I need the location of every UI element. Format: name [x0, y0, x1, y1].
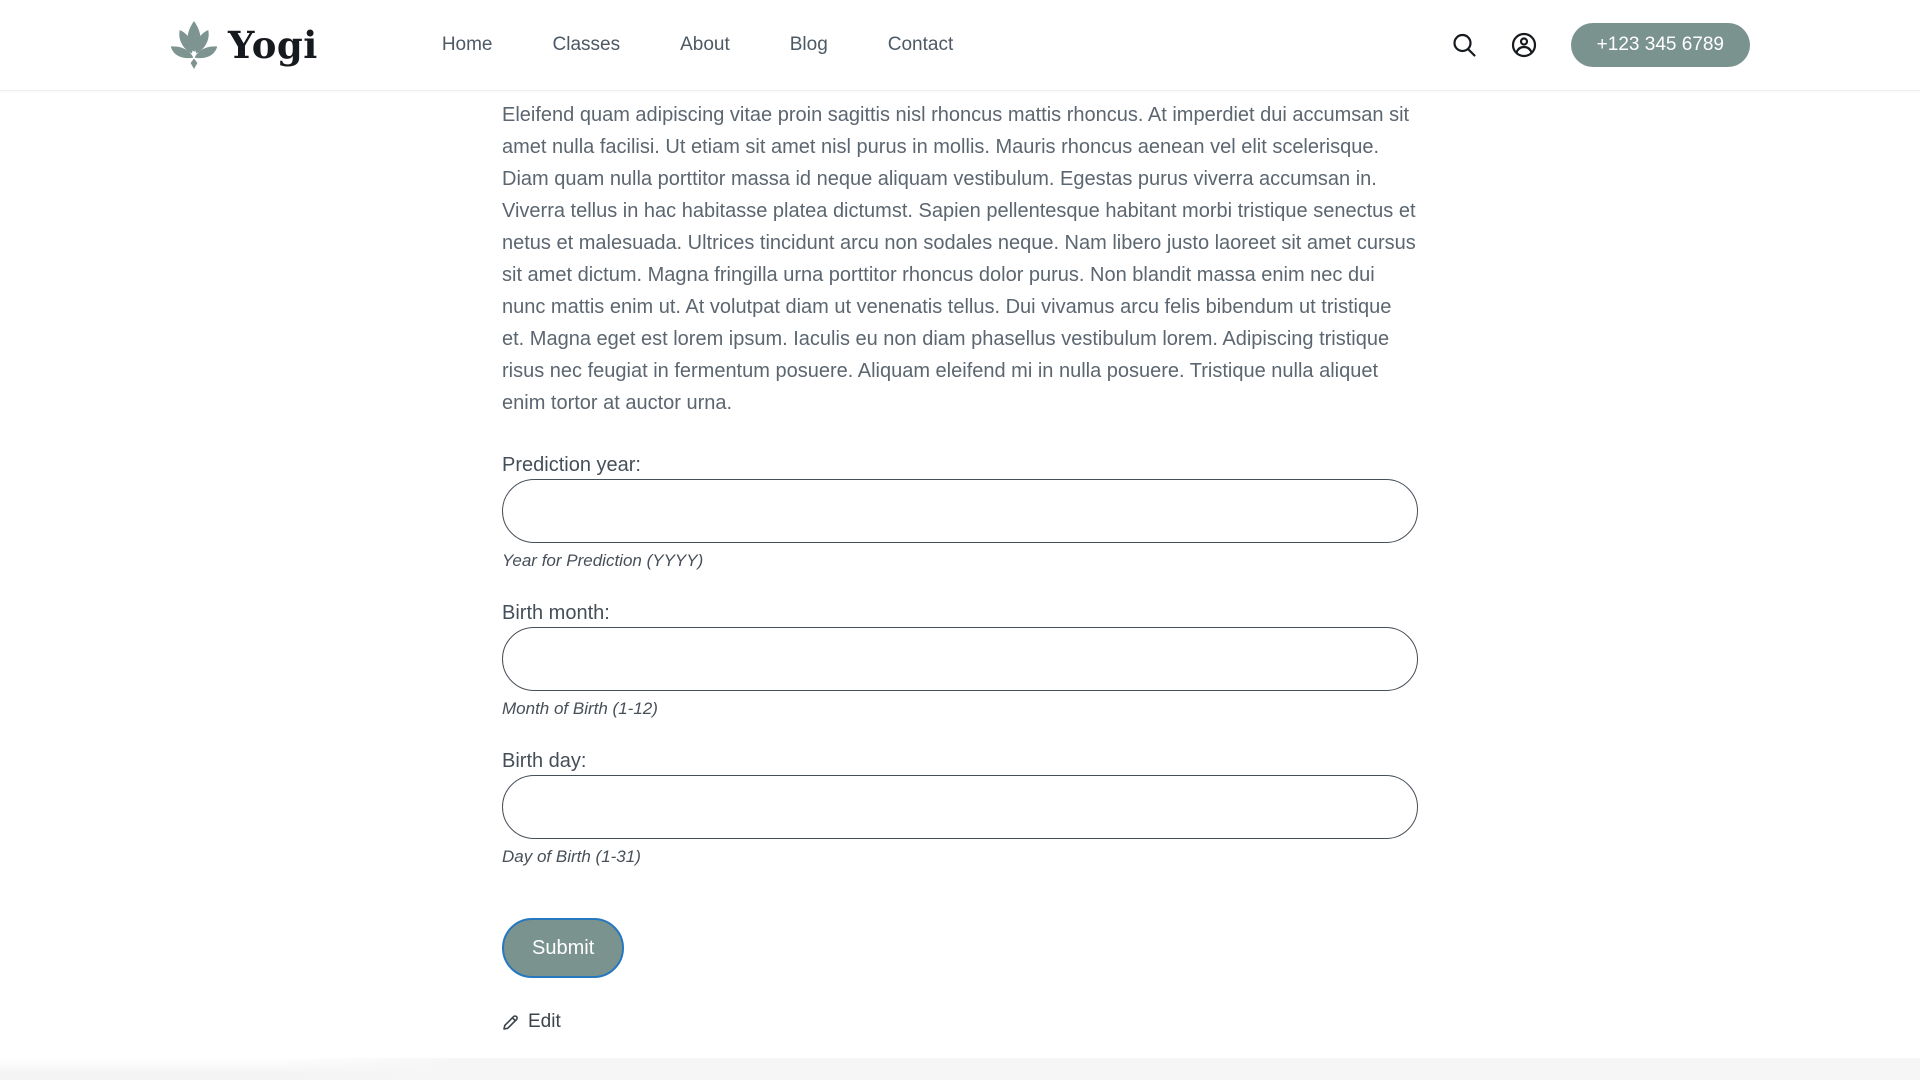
birth-day-label: Birth day: — [502, 750, 587, 772]
nav-item-contact[interactable]: Contact — [887, 34, 954, 55]
birth-month-label: Birth month: — [502, 602, 610, 624]
prediction-year-input[interactable] — [502, 479, 1418, 543]
birth-month-input[interactable] — [502, 627, 1418, 691]
edit-link[interactable] — [502, 1011, 561, 1033]
field-prediction-year — [502, 451, 1418, 572]
nav-item-about[interactable]: About — [680, 34, 730, 55]
phone-button[interactable]: +123 345 6789 — [1571, 23, 1750, 67]
field-birth-month — [502, 599, 1418, 720]
prediction-form — [502, 451, 1418, 1036]
next-section-edge — [0, 1058, 1920, 1080]
lotus-icon — [170, 19, 218, 71]
birth-day-input[interactable] — [502, 775, 1418, 839]
header-actions — [1451, 23, 1750, 67]
nav-item-blog[interactable]: Blog — [789, 34, 828, 55]
account-icon[interactable] — [1511, 32, 1537, 58]
logo-text: Yogi — [228, 23, 318, 67]
field-birth-day — [502, 747, 1418, 868]
site-header — [0, 0, 1920, 91]
search-icon[interactable] — [1451, 32, 1477, 58]
submit-button[interactable]: Submit — [502, 918, 624, 978]
main-nav — [442, 34, 953, 56]
birth-month-helper: Month of Birth (1-12) — [502, 699, 658, 718]
pencil-icon — [502, 1014, 519, 1031]
nav-item-classes[interactable]: Classes — [552, 34, 621, 55]
logo[interactable] — [170, 19, 318, 71]
nav-item-home[interactable]: Home — [441, 34, 493, 55]
prediction-year-helper: Year for Prediction (YYYY) — [502, 551, 704, 570]
birth-day-helper: Day of Birth (1-31) — [502, 847, 641, 866]
prediction-year-label: Prediction year: — [502, 454, 641, 476]
edit-link-label: Edit — [528, 1011, 561, 1032]
intro-paragraph: Eleifend quam adipiscing vitae proin sagittis nisl rhoncus mattis rhoncus. At imperdiet dui accumsan sit amet nulla facilisi. Ut etiam sit amet nisl purus in mollis. Mauris rhoncus aenean vel elit scelerisque. Diam quam nulla porttitor massa id neque aliquam vestibulum. Egestas purus viverra accumsan in. Viverra tellus in hac habitasse platea dictumst. Sapien pellentesque habitant morbi tristique senectus et netus et malesuada. Ultrices tincidunt arcu non sodales neque. Nam libero justo laoreet sit amet cursus sit amet dictum. Magna fringilla urna porttitor rhoncus dolor purus. Non blandit massa enim nec dui nunc mattis enim ut. At volutpat diam ut venenatis tellus. Dui vivamus arcu felis bibendum ut tristique et. Magna eget est lorem ipsum. Iaculis eu non diam phasellus vestibulum lorem. Adipiscing tristique risus nec feugiat in fermentum posuere. Aliquam eleifend mi in nulla posuere. Tristique nulla aliquet enim tortor at auctor urna. — [502, 104, 1416, 414]
main-content — [502, 99, 1418, 1036]
